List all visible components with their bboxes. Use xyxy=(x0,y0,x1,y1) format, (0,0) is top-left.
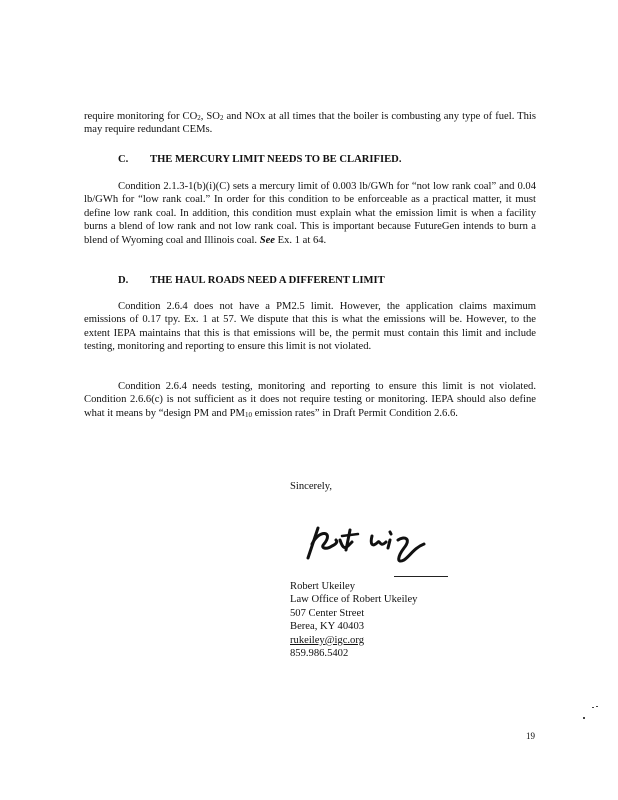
intro-subscript-1: 2 xyxy=(197,114,201,122)
intro-subscript-2: 2 xyxy=(219,114,224,122)
section-c-paragraph xyxy=(84,180,536,247)
section-d-title: THE HAUL ROADS NEED A DIFFERENT LIMIT xyxy=(150,275,385,286)
signer-office: Law Office of Robert Ukeiley xyxy=(290,594,418,606)
section-c-title: THE MERCURY LIMIT NEEDS TO BE CLARIFIED. xyxy=(150,154,402,165)
signature-rule xyxy=(394,576,448,577)
scan-speck-marks xyxy=(580,704,600,724)
signer-street: 507 Center Street xyxy=(290,607,365,619)
section-d-text-b: emission rates” in Draft Permit Condition 2.6.6. xyxy=(251,407,458,419)
signer-city: Berea, KY 40403 xyxy=(290,621,365,633)
section-d-paragraph-1: Condition 2.6.4 does not have a PM2.5 limit. However, the application claims maximum emissions of 0.17 tpy. Ex. 1 at 57. We dispute that this is what the emissions will be. However, to the extent IEPA maintains that this is that emissions will be, the permit must contain this limit and include testing, monitoring and reporting to ensure this limit is not violated. xyxy=(84,301,536,353)
section-c-text: Condition 2.1.3-1(b)(i)(C) sets a mercury limit of 0.003 lb/GWh for “not low rank coal” and 0.04 lb/GWh for “low rank coal.” In order for this condition to be enforceable as a practical matter, it must define low rank coal. In addition, this condition must explain what the emission limit is when a facility burns a blend of low rank and not low rank coal. This is important because FutureGen intends to burn a blend of Wyoming coal and Illinois coal. xyxy=(84,181,536,246)
closing-salutation: Sincerely, xyxy=(290,481,332,492)
signer-email-link[interactable]: rukeiley@igc.org xyxy=(290,634,364,646)
section-c-letter: C. xyxy=(118,154,129,165)
section-c-heading xyxy=(118,153,538,166)
intro-text-b: , SO xyxy=(200,111,220,122)
see-citation: See xyxy=(259,234,275,246)
page-number: 19 xyxy=(526,731,535,741)
section-c-text-end: Ex. 1 at 64. xyxy=(275,234,327,246)
intro-text-a: require monitoring for CO xyxy=(84,111,198,122)
pm10-subscript: 10 xyxy=(244,410,252,419)
section-d-text-a: Condition 2.6.4 needs testing, monitoring and reporting to ensure this limit is not violated. Condition 2.6.6(c) is not sufficient as it does not require testing or monitoring. IEPA should also define what it means by “design PM and PM xyxy=(84,381,536,419)
section-d-heading xyxy=(118,274,538,287)
intro-paragraph xyxy=(84,110,536,137)
signer-phone: 859.986.5402 xyxy=(290,648,349,660)
intro-text-c: and NOx at all times that the boiler is combusting any type of fuel. This may require redundant CEMs. xyxy=(84,111,537,136)
signature-block xyxy=(290,580,417,660)
section-d-letter: D. xyxy=(118,275,129,286)
section-d-paragraph-2 xyxy=(84,380,536,420)
signer-name: Robert Ukeiley xyxy=(290,581,356,592)
handwritten-signature xyxy=(300,518,450,568)
